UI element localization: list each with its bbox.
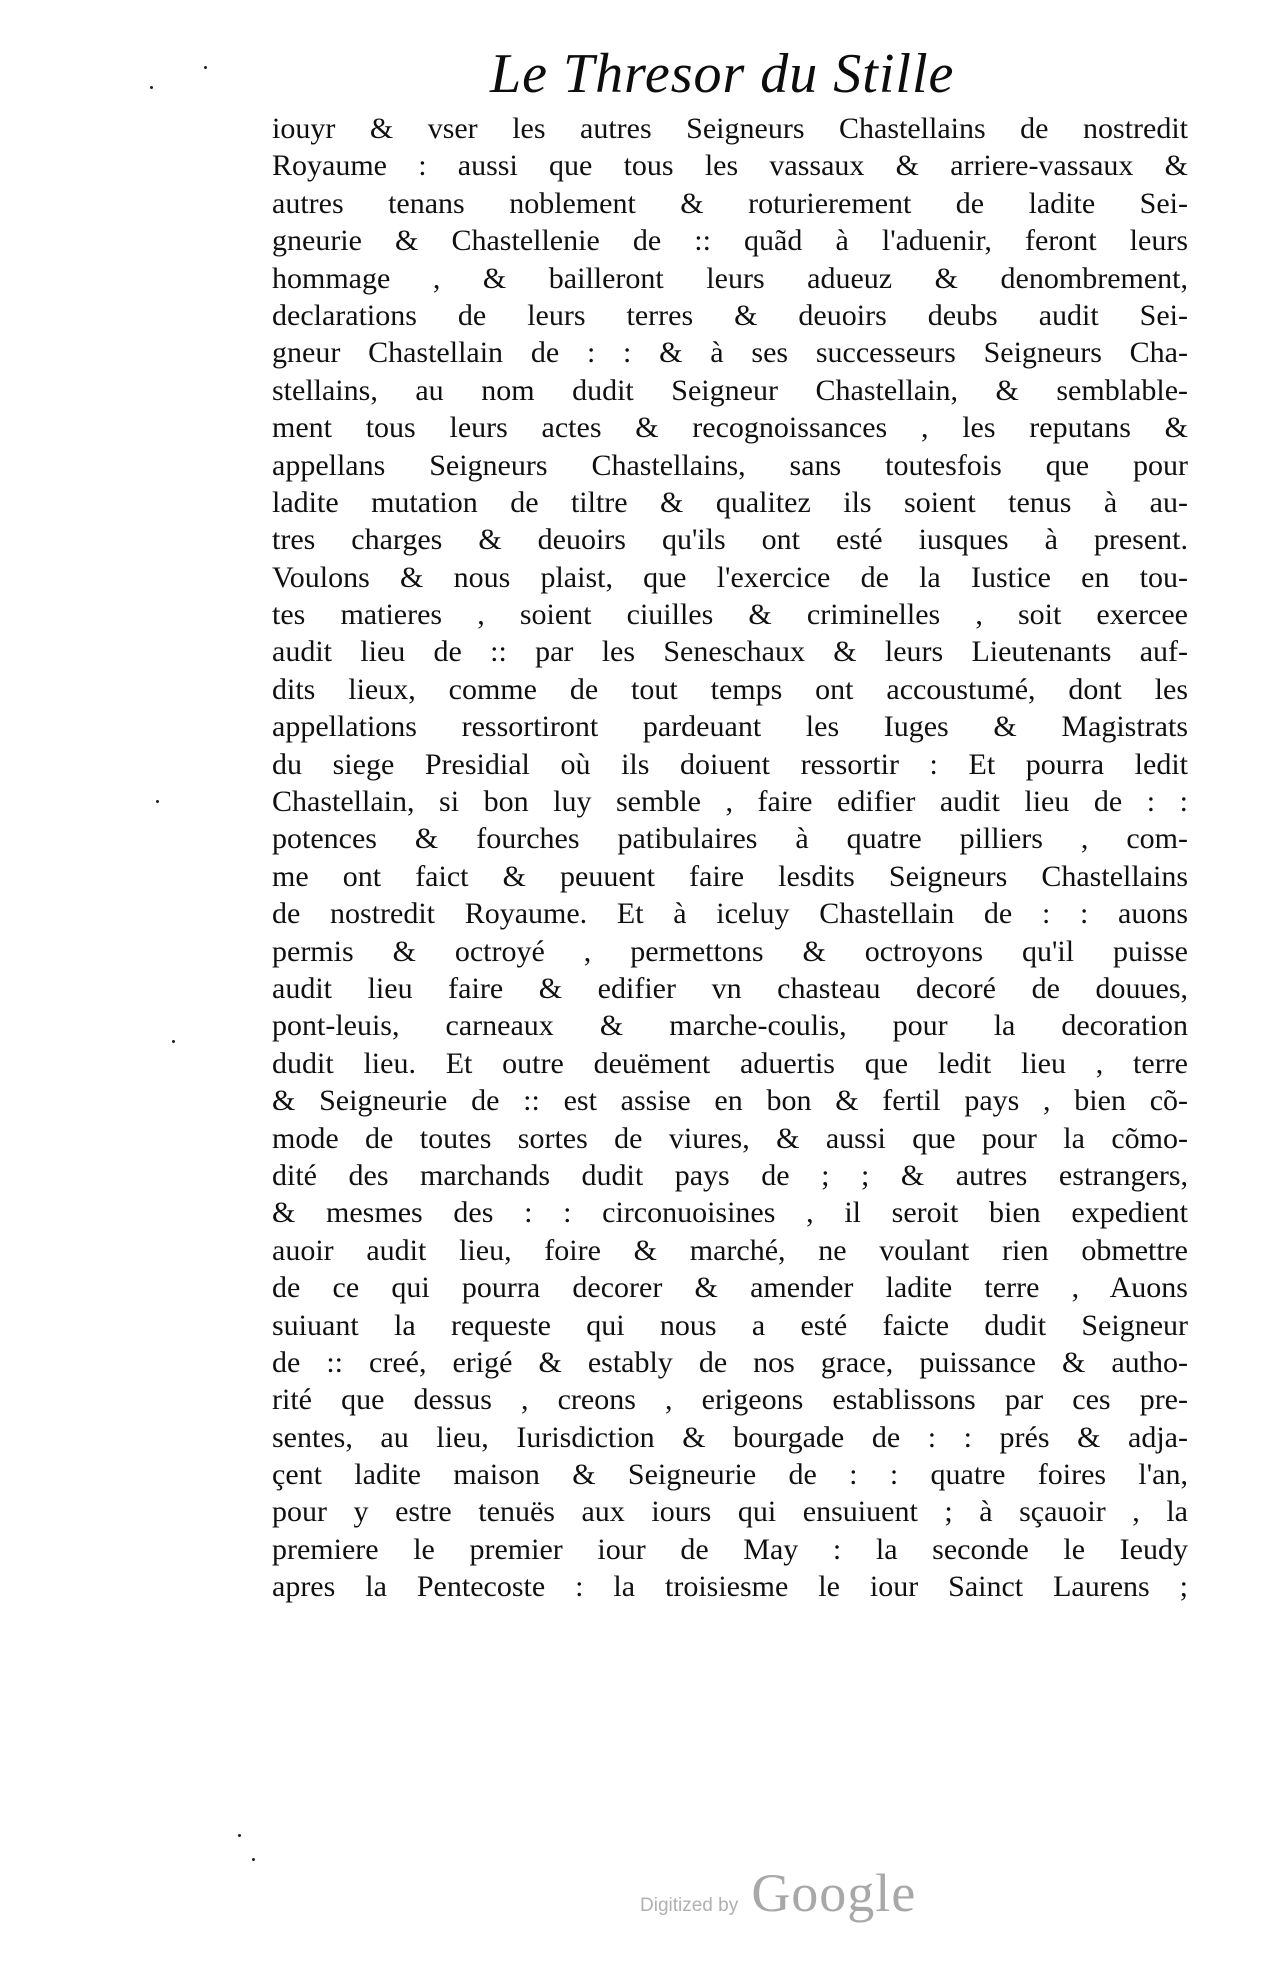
text-line: mode de toutes sortes de viures, & aussi que pour la cõmo- [272,1121,1188,1155]
text-line: ment tous leurs actes & recognoissances , les reputans & [272,411,1188,445]
google-logo: Google [751,1863,917,1923]
text-line: audit lieu de :: par les Seneschaux & leurs Lieutenants auf- [272,635,1188,669]
text-line: me ont faict & peuuent faire lesdits Seigneurs Chastellains [272,859,1188,893]
text-line: audit lieu faire & edifier vn chasteau decoré de douues, [272,971,1188,1005]
scan-speck [156,800,159,803]
text-line: tres charges & deuoirs qu'ils ont esté iusques à present. [272,523,1188,557]
digitized-watermark [640,1862,916,1924]
scan-speck [172,1040,175,1043]
text-line: de nostredit Royaume. Et à iceluy Chastellain de : : auons [272,897,1188,931]
text-line: sentes, au lieu, Iurisdiction & bourgade de : : prés & adja- [272,1420,1188,1454]
text-line: auoir audit lieu, foire & marché, ne voulant rien obmettre [272,1233,1188,1267]
scan-speck [204,66,207,69]
scan-speck [238,1834,241,1837]
text-line: gneurie & Chastellenie de :: quãd à l'aduenir, feront leurs [272,224,1188,258]
text-line: çent ladite maison & Seigneurie de : : quatre foires l'an, [272,1458,1188,1492]
text-line: tes matieres , soient ciuilles & criminelles , soit exercee [272,598,1188,632]
text-line: ladite mutation de tiltre & qualitez ils soient tenus à au- [272,485,1188,519]
body-text [272,110,1188,1606]
text-line: potences & fourches patibulaires à quatre pilliers , com- [272,822,1188,856]
text-line: dité des marchands dudit pays de ; ; & autres estrangers, [272,1158,1188,1192]
text-line: suiuant la requeste qui nous a esté faicte dudit Seigneur [272,1308,1188,1342]
text-line: Royaume : aussi que tous les vassaux & arriere-vassaux & [272,149,1188,183]
text-line: & Seigneurie de :: est assise en bon & fertil pays , bien cõ- [272,1084,1188,1118]
text-line: declarations de leurs terres & deuoirs deubs audit Sei- [272,298,1188,332]
text-line: & mesmes des : : circonuoisines , il seroit bien expedient [272,1196,1188,1230]
scan-speck [150,86,153,89]
text-line: iouyr & vser les autres Seigneurs Chastellains de nostredit [272,112,1188,145]
text-line: permis & octroyé , permettons & octroyons qu'il puisse [272,934,1188,968]
text-line: autres tenans noblement & roturierement de ladite Sei- [272,186,1188,220]
text-line: pont-leuis, carneaux & marche-coulis, pour la decoration [272,1009,1188,1043]
text-line: hommage , & bailleront leurs adueuz & denombrement, [272,261,1188,295]
text-line: apres la Pentecoste : la troisiesme le iour Sainct Laurens ; [272,1570,1188,1604]
text-line: du siege Presidial où ils doiuent ressortir : Et pourra ledit [272,747,1188,781]
text-line: rité que dessus , creons , erigeons establissons par ces pre- [272,1383,1188,1417]
text-line: Voulons & nous plaist, que l'exercice de la Iustice en tou- [272,560,1188,594]
text-line: de ce qui pourra decorer & amender ladite terre , Auons [272,1271,1188,1305]
text-line: de :: creé, erigé & estably de nos grace, puissance & autho- [272,1345,1188,1379]
text-line: stellains, au nom dudit Seigneur Chastellain, & semblable- [272,373,1188,407]
text-line: dudit lieu. Et outre deuëment aduertis que ledit lieu , terre [272,1046,1188,1080]
text-line: premiere le premier iour de May : la seconde le Ieudy [272,1532,1188,1566]
text-line: gneur Chastellain de : : & à ses successeurs Seigneurs Cha- [272,336,1188,370]
scan-speck [252,1858,255,1861]
text-line: appellations ressortiront pardeuant les Iuges & Magistrats [272,710,1188,744]
digitized-by-label: Digitized by [640,1895,739,1916]
text-line: pour y estre tenuës aux iours qui ensuiuent ; à sçauoir , la [272,1495,1188,1529]
running-title: Le Thresor du Stille [490,43,955,105]
text-line: dits lieux, comme de tout temps ont accoustumé, dont les [272,672,1188,706]
text-line: Chastellain, si bon luy semble , faire edifier audit lieu de : : [272,785,1188,819]
text-line: appellans Seigneurs Chastellains, sans toutesfois que pour [272,448,1188,482]
